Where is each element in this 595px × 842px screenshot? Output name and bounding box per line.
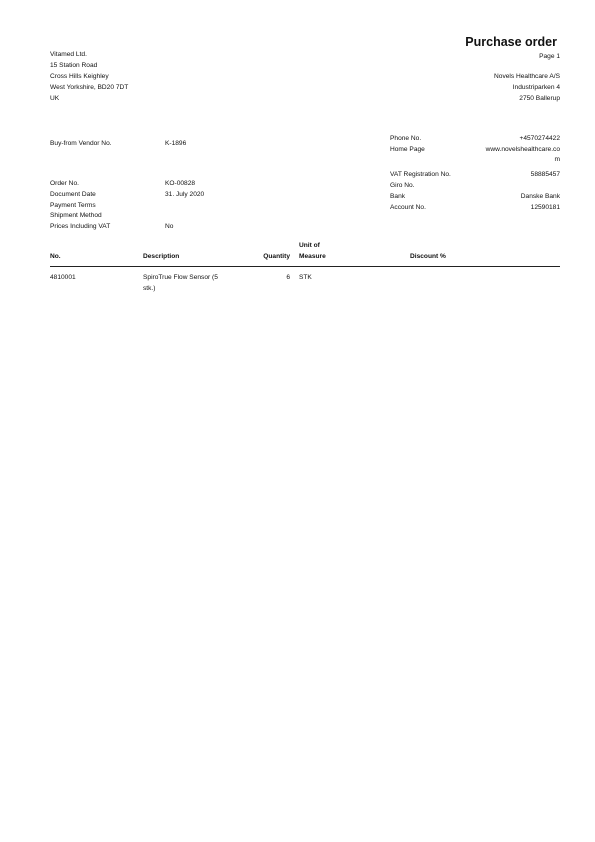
cell-no: 4810001 <box>50 274 76 281</box>
cell-quantity: 6 <box>286 274 290 281</box>
vendor-address-line: 2750 Ballerup <box>519 95 560 102</box>
account-no-value: 12590181 <box>530 203 560 211</box>
prices-incl-vat-label: Prices Including VAT <box>50 222 111 230</box>
column-header-no: No. <box>50 253 61 260</box>
document-date-label: Document Date <box>50 191 96 198</box>
company-address <box>50 50 128 105</box>
cell-description: SpiroTrue Flow Sensor (5 <box>143 274 218 281</box>
vendor-address-line: Industriparken 4 <box>512 84 560 91</box>
column-header-uom-line1: Unit of <box>299 242 320 249</box>
company-address-line: UK <box>50 95 60 102</box>
company-address-line: West Yorkshire, BD20 7DT <box>50 84 129 91</box>
column-header-quantity: Quantity <box>263 253 290 260</box>
company-address-line: Cross Hills Keighley <box>50 73 109 80</box>
account-no-label: Account No. <box>390 203 426 211</box>
column-header-discount: Discount % <box>410 253 446 260</box>
vat-reg-label: VAT Registration No. <box>390 171 451 178</box>
column-header-description: Description <box>143 253 180 260</box>
cell-description-wrap: stk.) <box>143 284 156 292</box>
document-date-value: 31. July 2020 <box>165 191 205 198</box>
giro-label: Giro No. <box>390 182 415 189</box>
order-no-label: Order No. <box>50 180 79 187</box>
order-no-value: KO-00828 <box>165 180 196 187</box>
vendor-address <box>494 72 560 105</box>
table-header-divider <box>50 266 560 267</box>
company-address-line: 15 Station Road <box>50 62 98 69</box>
cell-uom: STK <box>299 274 312 281</box>
phone-label: Phone No. <box>390 135 422 142</box>
bank-label: Bank <box>390 193 406 200</box>
column-header-uom-line2: Measure <box>299 253 326 260</box>
bank-value: Danske Bank <box>520 193 560 200</box>
prices-incl-vat-value: No <box>165 222 174 230</box>
document-title: Purchase order <box>465 35 557 49</box>
homepage-value: www.novelshealthcare.co <box>485 146 560 153</box>
vat-reg-value: 58885457 <box>530 171 560 178</box>
page-number: Page 1 <box>539 53 560 60</box>
buy-from-value: K-1896 <box>165 140 187 147</box>
homepage-value-wrap: m <box>554 156 560 163</box>
buy-from-label: Buy-from Vendor No. <box>50 140 112 147</box>
company-address-line: Vitamed Ltd. <box>50 51 87 58</box>
shipment-method-label: Shipment Method <box>50 212 102 219</box>
homepage-label: Home Page <box>390 146 425 153</box>
phone-value: +4570274422 <box>519 135 560 142</box>
vendor-address-line: Novels Healthcare A/S <box>494 73 560 80</box>
payment-terms-label: Payment Terms <box>50 201 96 209</box>
